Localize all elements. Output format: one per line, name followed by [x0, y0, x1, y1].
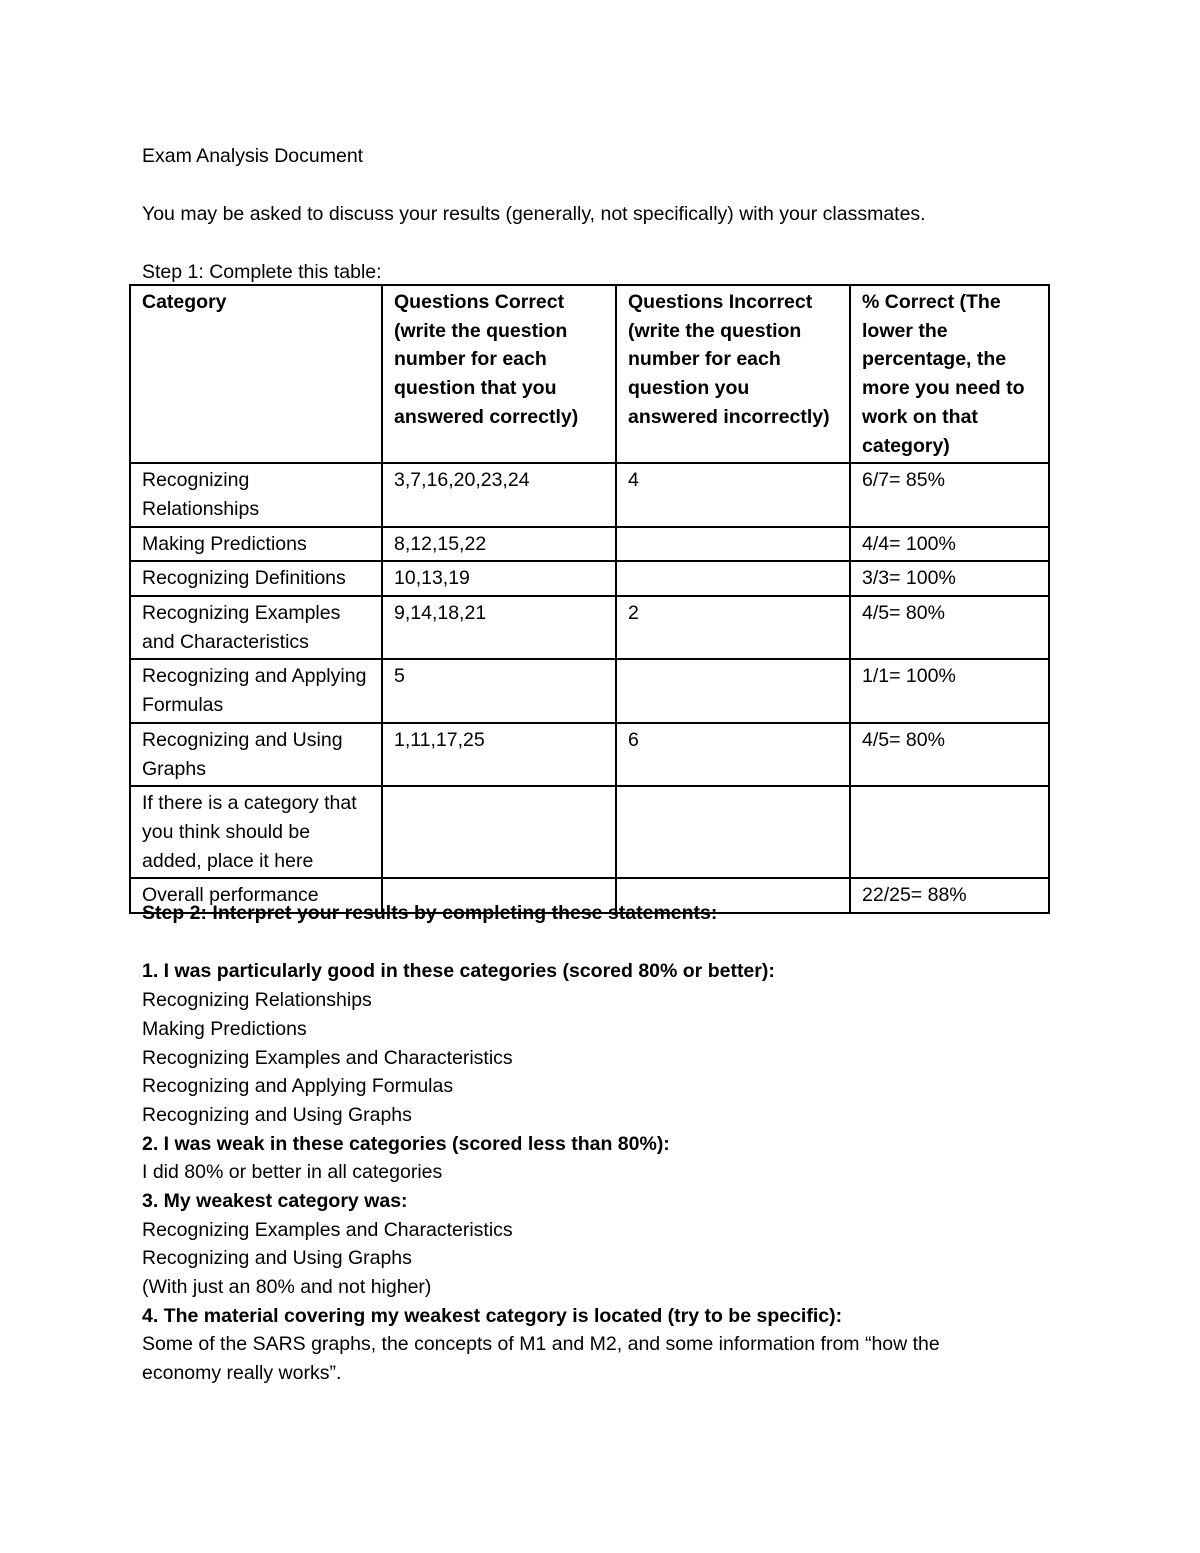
- cell-percent: [850, 786, 1049, 878]
- cell-incorrect: [616, 527, 850, 562]
- table-row: [130, 786, 1049, 878]
- cell-incorrect: 6: [616, 723, 850, 786]
- cell-correct: 1,11,17,25: [382, 723, 616, 786]
- cell-percent: 22/25= 88%: [850, 878, 1049, 913]
- step2-heading: Step 2: Interpret your results by completing these statements:: [142, 902, 718, 924]
- cell-category: If there is a category that you think should be added, place it here: [130, 786, 382, 878]
- table-row: [130, 596, 1049, 659]
- table-row: [130, 463, 1049, 526]
- cell-category: Recognizing Definitions: [130, 561, 382, 596]
- intro-text: You may be asked to discuss your results (generally, not specifically) with your classmates.: [142, 203, 926, 225]
- answer-4-line: economy really works”.: [142, 1362, 342, 1384]
- table-row: [130, 723, 1049, 786]
- cell-incorrect: [616, 659, 850, 722]
- cell-percent: 4/5= 80%: [850, 596, 1049, 659]
- cell-incorrect: 4: [616, 463, 850, 526]
- question-3: 3. My weakest category was:: [142, 1190, 408, 1212]
- exam-analysis-table: [129, 284, 1050, 914]
- answer-1-line: Recognizing and Applying Formulas: [142, 1075, 454, 1097]
- cell-percent: 4/4= 100%: [850, 527, 1049, 562]
- cell-category: Recognizing Examples and Characteristics: [130, 596, 382, 659]
- cell-correct: 3,7,16,20,23,24: [382, 463, 616, 526]
- answer-1-line: Making Predictions: [142, 1018, 307, 1040]
- header-category: Category: [130, 285, 382, 463]
- cell-category: Overall performance: [130, 878, 382, 913]
- header-questions-correct: Questions Correct (write the question number for each question that you answered correctly): [382, 285, 616, 463]
- cell-correct: 9,14,18,21: [382, 596, 616, 659]
- cell-percent: 4/5= 80%: [850, 723, 1049, 786]
- answer-1-line: Recognizing Examples and Characteristics: [142, 1047, 513, 1069]
- cell-percent: 1/1= 100%: [850, 659, 1049, 722]
- table-row: [130, 527, 1049, 562]
- cell-correct: 10,13,19: [382, 561, 616, 596]
- cell-correct: 5: [382, 659, 616, 722]
- cell-incorrect: [616, 561, 850, 596]
- cell-category: Recognizing Relationships: [130, 463, 382, 526]
- cell-correct: 8,12,15,22: [382, 527, 616, 562]
- question-4: 4. The material covering my weakest category is located (try to be specific):: [142, 1305, 843, 1327]
- header-percent-correct: % Correct (The lower the percentage, the more you need to work on that category): [850, 285, 1049, 463]
- answer-1-line: Recognizing Relationships: [142, 989, 372, 1011]
- answer-2-line: I did 80% or better in all categories: [142, 1161, 443, 1183]
- cell-percent: 6/7= 85%: [850, 463, 1049, 526]
- answer-3-line: (With just an 80% and not higher): [142, 1276, 432, 1298]
- table-row: [130, 561, 1049, 596]
- question-2: 2. I was weak in these categories (scored less than 80%):: [142, 1133, 670, 1155]
- cell-incorrect: [616, 786, 850, 878]
- answer-3-line: Recognizing Examples and Characteristics: [142, 1219, 513, 1241]
- cell-incorrect: 2: [616, 596, 850, 659]
- question-1: 1. I was particularly good in these categories (scored 80% or better):: [142, 960, 775, 982]
- table-row: [130, 659, 1049, 722]
- answer-1-line: Recognizing and Using Graphs: [142, 1104, 412, 1126]
- cell-percent: 3/3= 100%: [850, 561, 1049, 596]
- answer-4-line: Some of the SARS graphs, the concepts of M1 and M2, and some information from “how the: [142, 1333, 940, 1355]
- cell-category: Recognizing and Applying Formulas: [130, 659, 382, 722]
- cell-correct: [382, 786, 616, 878]
- document-title: Exam Analysis Document: [142, 145, 364, 167]
- header-questions-incorrect: Questions Incorrect (write the question number for each question you answered incorrectly): [616, 285, 850, 463]
- table-header-row: [130, 285, 1049, 463]
- cell-category: Recognizing and Using Graphs: [130, 723, 382, 786]
- step1-heading: Step 1: Complete this table:: [142, 261, 382, 283]
- cell-category: Making Predictions: [130, 527, 382, 562]
- answer-3-line: Recognizing and Using Graphs: [142, 1247, 412, 1269]
